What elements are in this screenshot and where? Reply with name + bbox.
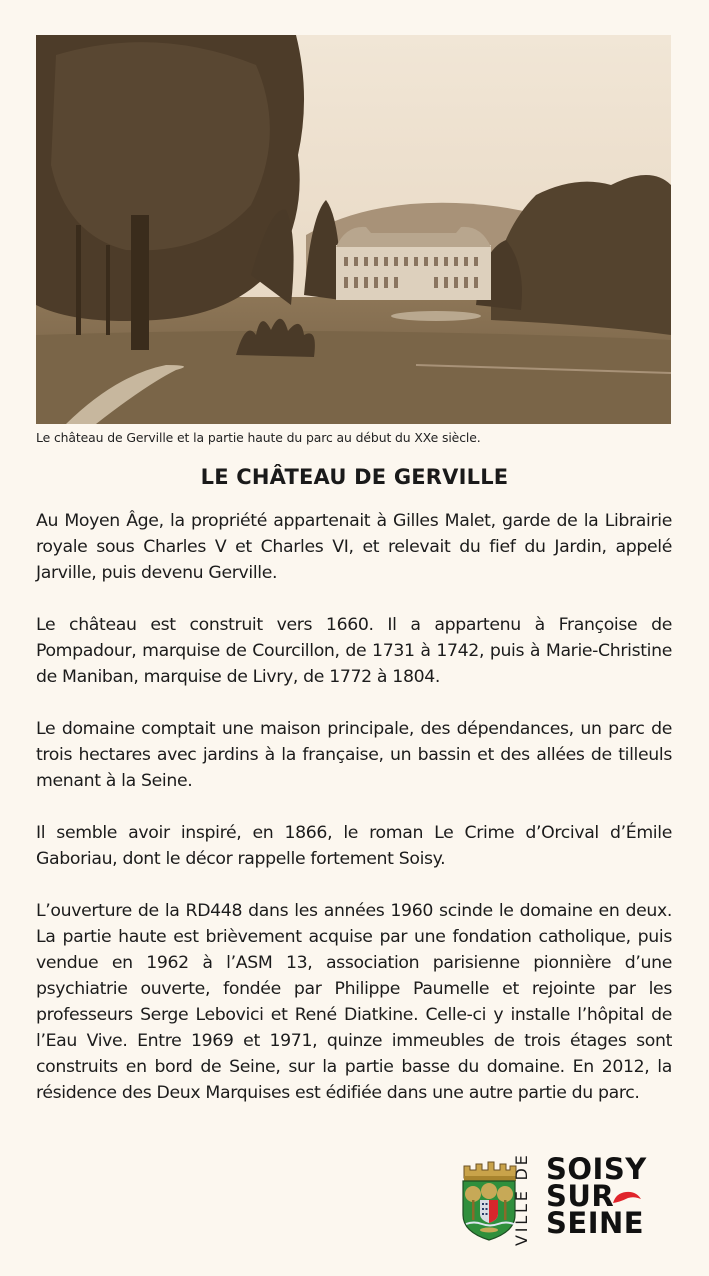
paragraph-gaboriau: Il semble avoir inspiré, en 1866, le roman Le Crime d’Orcival d’Émile Gaboriau, dont le décor rappelle fortement Soisy.	[36, 823, 672, 869]
paragraph-rd448: L’ouverture de la RD448 dans les années 1960 scinde le domaine en deux. La partie haute est brièvement acquise par une fondation catholique, puis vendue en 1962 à l’ASM 13, association parisienne pionnière d’une psychiatrie ouverte, fondée par Philippe Paumelle et rejointe par les professeurs Serge Lebovici et René Diatkine. Celle-ci y installe l’hôpital de l’Eau Vive. Entre 1969 et 1971, quinze immeubles de trois étages sont construits en bord de Seine, sur la partie basse du domaine. En 2012, la résidence des Deux Marquises est édifiée dans une autre partie du parc.	[36, 901, 672, 1103]
photo-caption: Le château de Gerville et la partie haute du parc au début du XXe siècle.	[36, 430, 481, 445]
page-title: LE CHÂTEAU DE GERVILLE	[200, 465, 509, 489]
paragraph-construction: Le château est construit vers 1660. Il a appartenu à Françoise de Pompadour, marquise de Courcillon, de 1731 à 1742, puis à Marie-Christine de Maniban, marquise de Livry, de 1772 à 1804.	[36, 615, 672, 687]
sepia-landscape-illustration	[36, 35, 671, 424]
chateau-photo	[36, 35, 671, 424]
paragraph-moyen-age: Au Moyen Âge, la propriété appartenait à Gilles Malet, garde de la Librairie royale sous Charles V et Charles VI, et relevait du fief du Jardin, appelé Jarville, puis devenu Gerville.	[36, 511, 672, 583]
wordmark-sur: SUR	[546, 1179, 615, 1213]
soisy-sur-seine-logo	[460, 1152, 650, 1246]
wordmark-seine: SEINE	[546, 1206, 645, 1240]
wordmark-soisy: SOISY	[546, 1152, 647, 1186]
coat-of-arms-icon	[460, 1160, 518, 1242]
ville-de-label: VILLE DE	[512, 1152, 531, 1246]
article-body	[36, 508, 672, 1132]
paragraph-domaine: Le domaine comptait une maison principale, des dépendances, un parc de trois hectares avec jardins à la française, un bassin et des allées de tilleuls menant à la Seine.	[36, 719, 672, 791]
red-swoosh-icon	[612, 1190, 642, 1206]
